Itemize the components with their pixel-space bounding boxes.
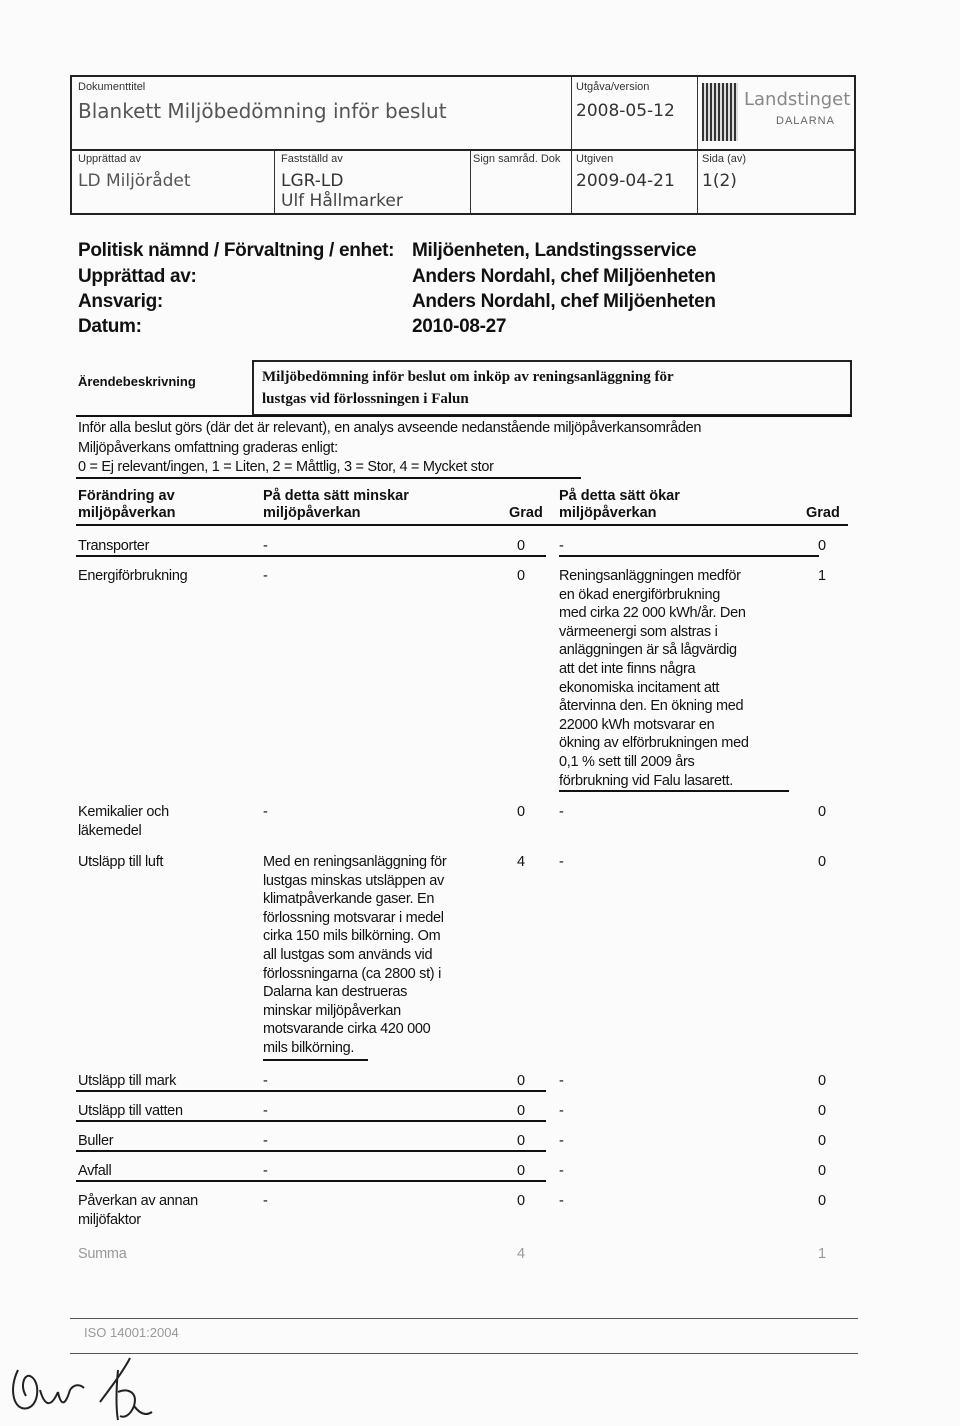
row-increase-line: - bbox=[559, 538, 564, 554]
row-increase-line: att det inte finns några bbox=[559, 660, 696, 677]
row-grade-decrease: 0 bbox=[517, 804, 525, 820]
row-decrease-line: förlossning motsvarar i medel bbox=[263, 909, 444, 926]
case-label: Ärendebeskrivning bbox=[78, 374, 196, 389]
landstinget-logo bbox=[702, 79, 852, 145]
row-increase-line: 22000 kWh motsvarar en bbox=[559, 716, 715, 733]
row-decrease bbox=[263, 567, 268, 586]
row-underline bbox=[76, 1120, 546, 1122]
row-name-line: läkemedel bbox=[78, 822, 142, 839]
date-label: Datum: bbox=[78, 316, 142, 337]
revision-label: Utgåva/version bbox=[576, 81, 650, 93]
sum-grade-decrease: 4 bbox=[517, 1246, 525, 1262]
row-increase bbox=[559, 1162, 564, 1181]
row-increase bbox=[559, 1072, 564, 1091]
row-decrease-line: - bbox=[263, 804, 268, 820]
row-name bbox=[78, 803, 169, 840]
row-grade-decrease: 0 bbox=[517, 1133, 525, 1149]
row-underline bbox=[76, 1150, 546, 1152]
row-decrease-line: förlossningarna (ca 2800 st) i bbox=[263, 965, 441, 982]
row-name bbox=[78, 567, 187, 586]
row-name bbox=[78, 537, 149, 556]
logo-sub: DALARNA bbox=[776, 115, 835, 127]
row-decrease-line: - bbox=[263, 1163, 268, 1179]
intro-line-3: 0 = Ej relevant/ingen, 1 = Liten, 2 = Måttlig, 3 = Stor, 4 = Mycket stor bbox=[78, 459, 494, 475]
row-grade-decrease: 0 bbox=[517, 1073, 525, 1089]
row-grade-decrease: 0 bbox=[517, 1103, 525, 1119]
revision-date: 2008-05-12 bbox=[576, 101, 675, 121]
approved-by-2: Ulf Hållmarker bbox=[281, 191, 403, 211]
row-decrease bbox=[263, 803, 268, 822]
row-name-line: Utsläpp till luft bbox=[78, 854, 164, 870]
row-name bbox=[78, 1192, 198, 1229]
row-decrease-line: - bbox=[263, 568, 268, 584]
col-header-change bbox=[78, 488, 176, 522]
header-underline bbox=[76, 524, 848, 526]
intro-line-2: Miljöpåverkans omfattning graderas enligt: bbox=[78, 440, 338, 456]
prepared-info-label: Upprättad av: bbox=[78, 266, 197, 287]
row-increase-line: med cirka 22 000 kWh/år. Den bbox=[559, 605, 746, 622]
page-number: 1(2) bbox=[702, 171, 737, 191]
row-decrease-line: cirka 150 mils bilkörning. Om bbox=[263, 928, 441, 945]
row-increase-line: - bbox=[559, 854, 564, 870]
col-header-grade-inc: Grad bbox=[806, 505, 840, 521]
row-underline bbox=[263, 1059, 368, 1061]
row-increase-line: - bbox=[559, 1103, 564, 1119]
row-underline bbox=[559, 790, 789, 792]
row-decrease-line: Med en reningsanläggning för bbox=[263, 854, 447, 870]
row-decrease-line: - bbox=[263, 538, 268, 554]
col-header-increase bbox=[559, 488, 680, 522]
row-name bbox=[78, 1162, 111, 1181]
sum-label: Summa bbox=[78, 1246, 127, 1262]
row-decrease-line: - bbox=[263, 1103, 268, 1119]
row-grade-increase: 0 bbox=[818, 854, 826, 870]
col-header-decrease-line-1: På detta sätt minskar bbox=[263, 488, 409, 504]
row-name-line: Energiförbrukning bbox=[78, 568, 188, 584]
sum-grade-increase: 1 bbox=[818, 1246, 826, 1262]
case-box bbox=[252, 360, 852, 416]
row-grade-decrease: 0 bbox=[517, 538, 525, 554]
page-cell bbox=[698, 151, 854, 213]
prepared-cell bbox=[72, 151, 275, 213]
row-grade-decrease: 0 bbox=[517, 1193, 525, 1209]
row-grade-increase: 0 bbox=[818, 1133, 826, 1149]
row-increase bbox=[559, 803, 564, 822]
row-grade-decrease: 0 bbox=[517, 1163, 525, 1179]
unit-value: Miljöenheten, Landstingsservice bbox=[412, 240, 697, 261]
row-decrease-line: - bbox=[263, 1193, 268, 1209]
row-name-line: Utsläpp till mark bbox=[78, 1073, 177, 1089]
logo-text: Landstinget bbox=[744, 89, 851, 110]
row-increase-line: - bbox=[559, 804, 564, 820]
sign-cell bbox=[471, 151, 572, 213]
row-increase-line: återvinna den. En ökning med bbox=[559, 698, 744, 715]
sign-label: Sign samråd. Dok bbox=[473, 153, 561, 165]
row-increase-line: 0,1 % sett till 2009 års bbox=[559, 753, 695, 770]
row-increase bbox=[559, 537, 564, 556]
page-label: Sida (av) bbox=[702, 153, 747, 165]
document-header bbox=[70, 75, 856, 215]
row-decrease bbox=[263, 1072, 268, 1091]
row-decrease bbox=[263, 1192, 268, 1211]
revision-cell bbox=[572, 77, 698, 149]
unit-label: Politisk nämnd / Förvaltning / enhet: bbox=[78, 240, 395, 261]
row-increase-line: - bbox=[559, 1193, 564, 1209]
case-text-2: lustgas vid förlossningen i Falun bbox=[262, 391, 469, 407]
logo-mark bbox=[702, 83, 738, 141]
row-increase-line: - bbox=[559, 1073, 564, 1089]
col-header-decrease bbox=[263, 488, 409, 522]
row-grade-increase: 0 bbox=[818, 1073, 826, 1089]
row-name-line: Avfall bbox=[78, 1163, 112, 1179]
row-increase-line: ekonomiska incitament att bbox=[559, 679, 720, 696]
row-decrease-line: klimatpåverkande gaser. En bbox=[263, 891, 435, 908]
row-name bbox=[78, 1102, 183, 1121]
issued-date: 2009-04-21 bbox=[576, 171, 675, 191]
approved-by-1: LGR-LD bbox=[281, 171, 344, 191]
row-name bbox=[78, 853, 163, 872]
row-decrease bbox=[263, 853, 446, 1058]
row-increase-line: anläggningen är så lågvärdig bbox=[559, 642, 737, 659]
row-increase bbox=[559, 1132, 564, 1151]
approved-label: Fastställd av bbox=[281, 153, 343, 165]
prepared-by: LD Miljörådet bbox=[78, 171, 191, 191]
row-decrease-line: minskar miljöpåverkan bbox=[263, 1002, 401, 1019]
doc-title-cell bbox=[72, 77, 572, 149]
row-decrease bbox=[263, 1102, 268, 1121]
footer-box bbox=[70, 1318, 858, 1354]
case-text-1: Miljöbedömning inför beslut om inköp av reningsanläggning för bbox=[262, 369, 674, 385]
row-underline bbox=[76, 1180, 546, 1182]
col-header-change-line-1: Förändring av bbox=[78, 488, 175, 504]
row-underline bbox=[76, 1090, 546, 1092]
row-name-line: Transporter bbox=[78, 538, 150, 554]
scale-underline bbox=[76, 477, 581, 479]
prepared-label: Upprättad av bbox=[78, 153, 141, 165]
row-increase-line: en ökad energiförbrukning bbox=[559, 586, 720, 603]
row-name-line: Utsläpp till vatten bbox=[78, 1103, 183, 1119]
row-decrease bbox=[263, 1132, 268, 1151]
col-header-increase-line-1: På detta sätt ökar bbox=[559, 488, 680, 504]
row-increase-line: - bbox=[559, 1163, 564, 1179]
iso-label: ISO 14001:2004 bbox=[84, 1325, 179, 1340]
row-grade-decrease: 0 bbox=[517, 568, 525, 584]
date-value: 2010-08-27 bbox=[412, 316, 507, 337]
intro-line-1: Inför alla beslut görs (där det är relevant), en analys avseende nedanstående miljöpåverkansområden bbox=[78, 420, 702, 436]
approved-cell bbox=[275, 151, 471, 213]
row-name bbox=[78, 1072, 176, 1091]
prepared-info-value: Anders Nordahl, chef Miljöenheten bbox=[412, 266, 716, 287]
row-decrease bbox=[263, 537, 268, 556]
row-grade-decrease: 4 bbox=[517, 854, 525, 870]
doc-title-label: Dokumenttitel bbox=[78, 81, 146, 93]
row-decrease-line: mils bilkörning. bbox=[263, 1039, 355, 1056]
row-decrease-line: Dalarna kan destrueras bbox=[263, 984, 408, 1001]
issued-label: Utgiven bbox=[576, 153, 614, 165]
row-grade-increase: 0 bbox=[818, 804, 826, 820]
case-underline bbox=[76, 415, 852, 417]
row-increase-line: Reningsanläggningen medför bbox=[559, 568, 741, 584]
row-increase bbox=[559, 567, 749, 790]
row-name bbox=[78, 1132, 113, 1151]
col-header-change-line-2: miljöpåverkan bbox=[78, 505, 176, 521]
row-increase bbox=[559, 853, 564, 872]
row-grade-increase: 0 bbox=[818, 538, 826, 554]
row-underline bbox=[559, 555, 819, 557]
col-header-grade-dec: Grad bbox=[509, 505, 543, 521]
row-grade-increase: 1 bbox=[818, 568, 826, 584]
row-decrease-line: all lustgas som används vid bbox=[263, 946, 433, 963]
col-header-decrease-line-2: miljöpåverkan bbox=[263, 505, 361, 521]
row-increase-line: - bbox=[559, 1133, 564, 1149]
responsible-value: Anders Nordahl, chef Miljöenheten bbox=[412, 291, 716, 312]
row-decrease bbox=[263, 1162, 268, 1181]
row-increase-line: förbrukning vid Falu lasarett. bbox=[559, 772, 733, 789]
row-grade-increase: 0 bbox=[818, 1193, 826, 1209]
row-decrease-line: - bbox=[263, 1073, 268, 1089]
row-increase bbox=[559, 1192, 564, 1211]
row-name-line: Påverkan av annan bbox=[78, 1193, 198, 1209]
row-underline bbox=[76, 555, 546, 557]
row-decrease-line: motsvarande cirka 420 000 bbox=[263, 1021, 431, 1038]
row-decrease-line: lustgas minskas utsläppen av bbox=[263, 872, 445, 889]
row-name-line: Kemikalier och bbox=[78, 804, 169, 820]
issued-cell bbox=[572, 151, 698, 213]
row-name-line: miljöfaktor bbox=[78, 1211, 141, 1228]
responsible-label: Ansvarig: bbox=[78, 291, 163, 312]
row-increase-line: värmeenergi som alstras i bbox=[559, 623, 718, 640]
row-increase-line: ökning av elförbrukningen med bbox=[559, 735, 749, 752]
col-header-increase-line-2: miljöpåverkan bbox=[559, 505, 657, 521]
row-grade-increase: 0 bbox=[818, 1163, 826, 1179]
row-increase bbox=[559, 1102, 564, 1121]
doc-title: Blankett Miljöbedömning inför beslut bbox=[78, 99, 447, 123]
handwritten-signature bbox=[0, 1330, 170, 1425]
row-name-line: Buller bbox=[78, 1133, 114, 1149]
row-decrease-line: - bbox=[263, 1133, 268, 1149]
row-grade-increase: 0 bbox=[818, 1103, 826, 1119]
